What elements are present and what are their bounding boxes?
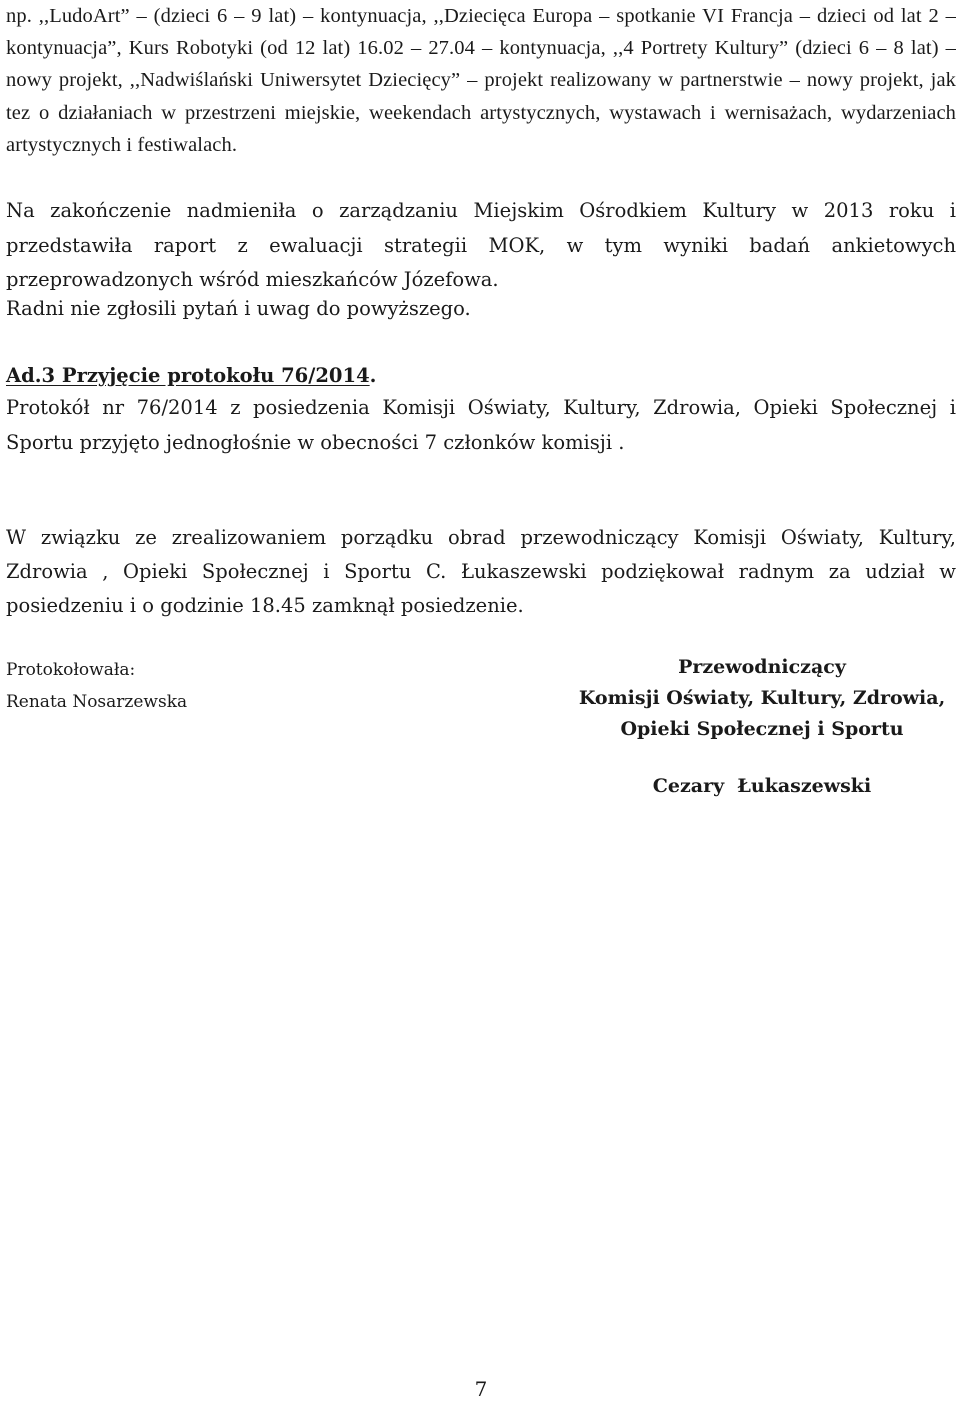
recorder-name: Renata Nosarzewska [6, 692, 188, 712]
paragraph-management-report: Na zakończenie nadmieniła o zarządzaniu Miejskim Ośrodkiem Kultury w 2013 roku i przedstawiła raport z ewaluacji strategii MOK, w tym wyniki badań ankietowych przeprowadzonych wśród mieszkańców Józefowa. [6, 199, 956, 291]
page-number: 7 [474, 1377, 488, 1401]
chair-title-line2: Komisji Oświaty, Kultury, Zdrowia, [578, 687, 946, 709]
chair-title-line3: Opieki Społecznej i Sportu [620, 718, 904, 740]
section-heading-text: Ad.3 Przyjęcie protokołu 76/2014 [6, 364, 370, 387]
paragraph-protocol-adoption: Protokół nr 76/2014 z posiedzenia Komisji Oświaty, Kultury, Zdrowia, Opieki Społecznej i Sportu przyjęto jednogłośnie w obecności 7 członków komisji . [6, 396, 956, 454]
paragraph-no-questions: Radni nie zgłosili pytań i uwag do powyższego. [6, 297, 471, 320]
section-heading [6, 359, 376, 393]
section-heading-suffix: . [369, 364, 377, 387]
recorder-label: Protokołowała: [6, 660, 136, 680]
signature-recorder [6, 654, 187, 718]
paragraph-closing: W związku ze zrealizowaniem porządku obrad przewodniczący Komisji Oświaty, Kultury, Zdrowia , Opieki Społecznej i Sportu C. Łukaszewski podziękował radnym za udział w posiedzeniu i o godzinie 18.45 zamknął posiedzenie. [6, 526, 956, 617]
paragraph-activities: np. ,,LudoArt” – (dzieci 6 – 9 lat) – kontynuacja, ,,Dziecięca Europa – spotkanie VI Francja – dzieci od lat 2 – kontynuacja”, Kurs Robotyki (od 12 lat) 16.02 – 27.04 – kontynuacja, ,,4 Portrety Kultury” (dzieci 6 – 8 lat) – nowy projekt, ,,Nadwiślański Uniwersytet Dziecięcy” – projekt realizowany w partnerstwie – nowy projekt, jak tez o działaniach w przestrzeni miejskie, weekendach artystycznych, wystawach i wernisażach, wydarzeniach artystycznych i festiwalach. [6, 5, 956, 156]
chair-name: Cezary Łukaszewski [652, 775, 872, 797]
chair-title-line1: Przewodniczący [678, 656, 846, 678]
signature-chair-title [566, 652, 958, 745]
